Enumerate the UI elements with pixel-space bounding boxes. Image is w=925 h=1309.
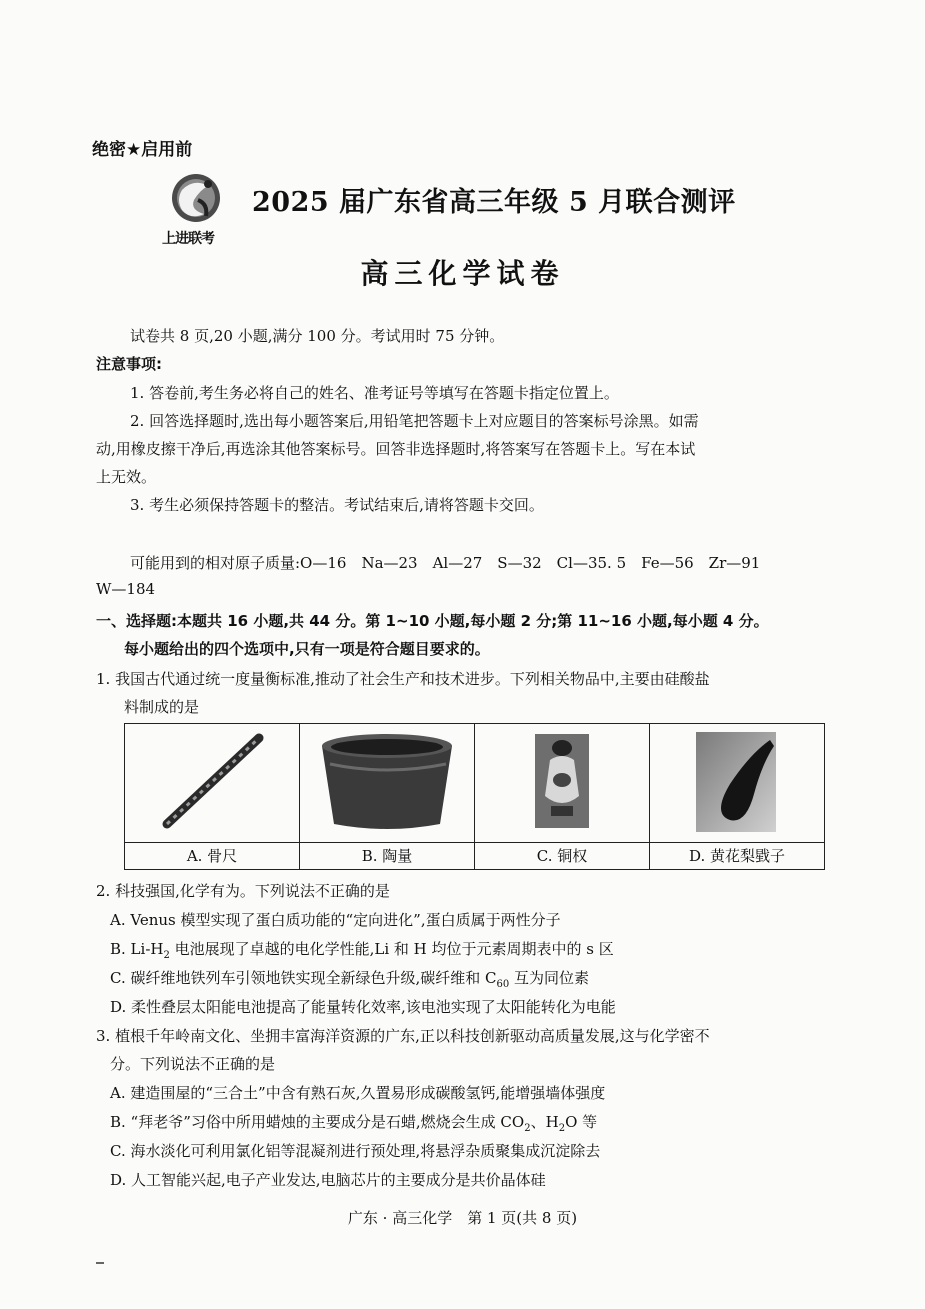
section-instructions: 每小题给出的四个选项中,只有一项是符合题目要求的。 (124, 640, 490, 658)
section-heading: 一、选择题:本题共 16 小题,共 44 分。第 1~10 小题,每小题 2 分;第 11~16 小题,每小题 4 分。 (96, 612, 769, 630)
notes-heading: 注意事项: (96, 355, 162, 373)
question-2-option-b: B. $Li-H_2$ 电池展现了卓越的电化学性能,Li 和 H 均位于元素周期表中的 s 区 (110, 940, 614, 961)
question-1-stem: 1. 我国古代通过统一度量衡标准,推动了社会生产和技术进步。下列相关物品中,主要由硅酸盐 (96, 670, 710, 688)
bronze-weight-image (475, 724, 649, 842)
question-2-option-a: A. Venus 模型实现了蛋白质功能的“定向进化”,蛋白质属于两性分子 (110, 911, 561, 929)
question-3-option-b: B. “拜老爷”习俗中所用蜡烛的主要成分是石蜡,燃烧会生成 $CO_2$、$H_2O$ 等 (110, 1113, 598, 1134)
atomic-masses-line: W—184 (96, 580, 156, 598)
note-item: 上无效。 (96, 468, 157, 486)
paper-subtitle: 高三化学试卷 (360, 257, 565, 290)
pottery-measure-image (300, 724, 474, 842)
atomic-masses-line: 可能用到的相对原子质量:O—16 Na—23 Al—27 S—32 Cl—35. 5 Fe—56 Zr—91 (130, 554, 761, 572)
question-3-option-a: A. 建造围屋的“三合土”中含有熟石灰,久置易形成碳酸氢钙,能增强墙体强度 (110, 1084, 606, 1102)
exam-title: 2025 届广东省高三年级 5 月联合测评 (252, 187, 736, 218)
option-cell (650, 724, 825, 870)
page-footer: 广东 · 高三化学 第 1 页(共 8 页) (347, 1209, 578, 1227)
question-1-stem: 料制成的是 (124, 698, 200, 716)
option-cell (475, 724, 650, 870)
question-2-option-c: C. 碳纤维地铁列车引领地铁实现全新绿色升级,碳纤维和 $C_{60}$ 互为同位素 (110, 969, 590, 990)
option-label: D. 黄花梨戥子 (650, 842, 824, 869)
question-3-option-c: C. 海水淡化可利用氯化铝等混凝剂进行预处理,将悬浮杂质聚集成沉淀除去 (110, 1142, 601, 1160)
scan-speck (96, 1262, 104, 1264)
bone-ruler-image (125, 724, 299, 842)
question-1-options-table (124, 723, 825, 870)
exam-intro: 试卷共 8 页,20 小题,满分 100 分。考试用时 75 分钟。 (130, 327, 505, 345)
question-2-option-d: D. 柔性叠层太阳能电池提高了能量转化效率,该电池实现了太阳能转化为电能 (110, 998, 616, 1016)
note-item: 2. 回答选择题时,选出每小题答案后,用铅笔把答题卡上对应题目的答案标号涂黑。如需 (130, 412, 699, 430)
rosewood-steelyard-image (650, 724, 824, 842)
note-item: 3. 考生必须保持答题卡的整洁。考试结束后,请将答题卡交回。 (130, 496, 544, 514)
option-label: C. 铜权 (475, 842, 649, 869)
option-label: A. 骨尺 (125, 842, 299, 869)
exam-logo (164, 170, 232, 248)
question-3-option-d: D. 人工智能兴起,电子产业发达,电脑芯片的主要成分是共价晶体硅 (110, 1171, 546, 1189)
note-item: 动,用橡皮擦干净后,再选涂其他答案标号。回答非选择题时,将答案写在答题卡上。写在本试 (96, 440, 696, 458)
question-3-stem: 3. 植根千年岭南文化、坐拥丰富海洋资源的广东,正以科技创新驱动高质量发展,这与化学密不 (96, 1027, 710, 1045)
logo-text: 上进联考 (162, 231, 214, 247)
note-item: 1. 答卷前,考生务必将自己的姓名、准考证号等填写在答题卡指定位置上。 (130, 384, 619, 402)
option-cell (300, 724, 475, 870)
question-2-stem: 2. 科技强国,化学有为。下列说法不正确的是 (96, 882, 390, 900)
question-3-stem: 分。下列说法不正确的是 (110, 1055, 276, 1073)
option-cell (125, 724, 300, 870)
option-label: B. 陶量 (300, 842, 474, 869)
confidential-mark: 绝密★启用前 (92, 140, 193, 160)
